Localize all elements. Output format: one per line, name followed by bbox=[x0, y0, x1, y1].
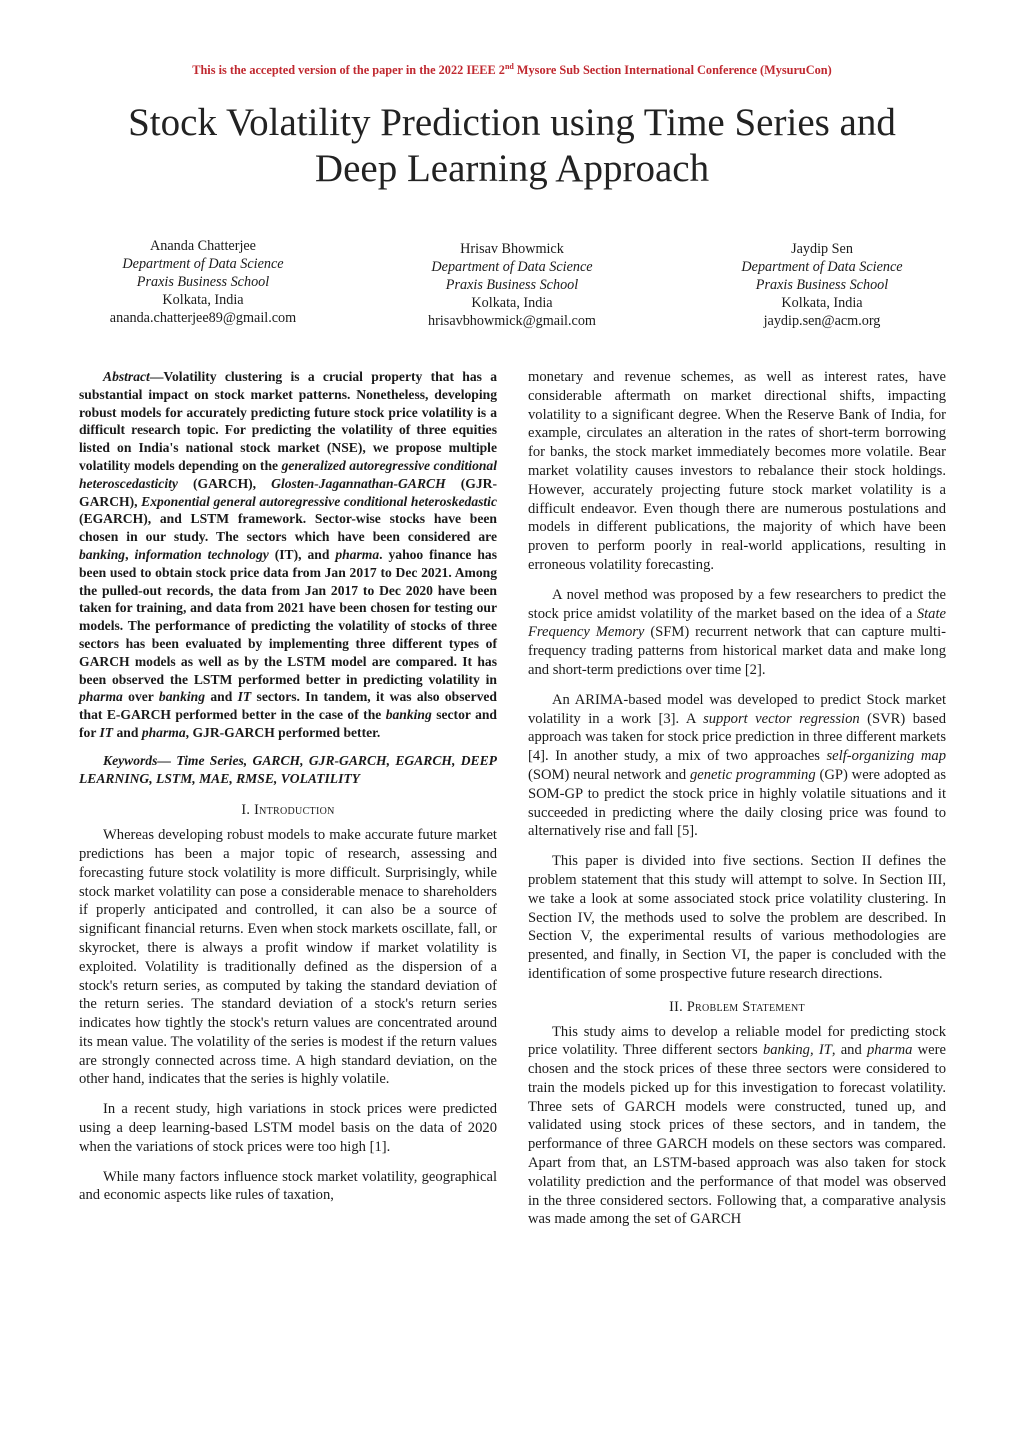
keywords: Keywords— Time Series, GARCH, GJR-GARCH, EGARCH, DEEP LEARNING, LSTM, MAE, RMSE, VOLATILITY bbox=[79, 752, 497, 786]
author-email: jaydip.sen@acm.org bbox=[763, 313, 881, 329]
banner-superscript: nd bbox=[504, 62, 514, 71]
abstract-term: banking bbox=[385, 707, 432, 723]
paragraph-text: (SVR) based approach was taken for stock price prediction in three different markets [4]. In another study, a mix of two approaches bbox=[528, 710, 946, 765]
author-school: Praxis Business School bbox=[445, 277, 579, 293]
author-location: Kolkata, India bbox=[781, 295, 863, 311]
intro-paragraph bbox=[528, 586, 946, 680]
section-heading-problem-statement bbox=[528, 998, 946, 1017]
title-line-1: Stock Volatility Prediction using Time Series and bbox=[128, 101, 896, 144]
abstract-text: sectors. In tandem, it was also observed that E-GARCH performed better in the case of the bbox=[79, 689, 497, 723]
abstract-text: sector and for bbox=[79, 707, 497, 740]
paragraph-text: (SOM) neural network and bbox=[528, 766, 690, 783]
intro-paragraph: This paper is divided into five sections. Section II defines the problem statement that this study will attempt to solve. In Section III, we take a look at some associated stock price volatility clustering. In Section IV, the methods used to solve the problem are described. In Section V, the experimental results of various methodologies are presented, and finally, in Section VI, the paper is concluded with the identification of some prospective future research directions. bbox=[528, 853, 946, 982]
author-school: Praxis Business School bbox=[755, 277, 889, 293]
author-email: hrisavbhowmick@gmail.com bbox=[428, 313, 596, 329]
intro-paragraph bbox=[528, 691, 946, 841]
paragraph-text: , and bbox=[831, 1042, 867, 1059]
paragraph-term: banking, IT bbox=[762, 1042, 832, 1059]
section-number: II. bbox=[669, 998, 683, 1015]
paragraph-text: A novel method was proposed by a few researchers to predict the stock price amidst volatility of the market based on the idea of a bbox=[528, 586, 946, 622]
paragraph-text: (SFM) recurrent network that can capture multi-frequency trading patterns from historical market data and make long and short-term predictions over time [2]. bbox=[528, 624, 946, 678]
abstract-text: . yahoo finance has been used to obtain stock price data from Jan 2017 to Dec 2021. Among the pulled-out records, the data from Jan 2017 to Dec 2020 have been taken for training, and data from 2021 have been chosen for testing our models. The performance of predicting the volatility of stocks of three sectors has been evaluated by implementing three different types of GARCH models as well as by the LSTM model are compared. It has been observed the LSTM performed better in predicting volatility in bbox=[79, 546, 498, 687]
author-school: Praxis Business School bbox=[136, 274, 270, 290]
author-email: ananda.chatterjee89@gmail.com bbox=[109, 310, 297, 326]
abstract-term: pharma bbox=[79, 689, 123, 705]
author-name: Ananda Chatterjee bbox=[150, 238, 256, 254]
abstract-text: (GJR-GARCH), bbox=[79, 475, 497, 509]
abstract-term: IT bbox=[99, 724, 114, 740]
abstract-text: over bbox=[122, 689, 159, 705]
paragraph-text: were chosen and the stock prices of these three sectors were considered to train the models picked up for this investigation to forecast volatility. Three sets of GARCH models were constructed, tuned up, and validated using stock prices of these sectors, and in tandem, the performance of three GARCH models on these sectors was compared. Apart from that, an LSTM-based approach was also taken for stock volatility prediction and the performance of that model was observed in the three considered sectors. Following that, a comparative analysis was made among the set of GARCH bbox=[528, 1042, 946, 1228]
abstract-text: , bbox=[125, 546, 135, 562]
abstract-text: , GJR-GARCH performed better. bbox=[185, 724, 381, 740]
author-name: Jaydip Sen bbox=[791, 241, 853, 257]
paragraph-text: (GP) were adopted as SOM-GP to predict the stock price in highly volatile situations and it succeeded in predicting where the daily closing price was found to alternatively rise and fall [5]. bbox=[528, 766, 946, 840]
title-line-2: Deep Learning Approach bbox=[314, 147, 710, 190]
abstract-text: (IT), and bbox=[268, 546, 336, 562]
abstract-term: pharma bbox=[335, 546, 380, 562]
abstract-term: banking bbox=[79, 546, 126, 562]
abstract-text: and bbox=[205, 689, 238, 705]
abstract-text: (GARCH), bbox=[177, 475, 272, 491]
author-block bbox=[372, 240, 652, 330]
right-column bbox=[528, 368, 946, 1240]
left-column bbox=[79, 368, 497, 1216]
paragraph-term: self-organizing map bbox=[826, 748, 946, 765]
conference-banner bbox=[0, 62, 1024, 78]
intro-paragraph-continued: monetary and revenue schemes, as well as interest rates, have considerable aftermath on market directional shifts, impacting volatility to a significant degree. When the Reserve Bank of India, for example, circulates an alteration in the rates of short-term borrowing for banks, the stock market immediately becomes more volatile. Bear market volatility causes investors to rebalance their stock holdings. However, accurately projecting future stock market volatility is a difficult endeavor. Even though there are numerous postulations and models in different publications, the majority of which have been proven to perform poorly in real-world applications, resulting in erroneous volatility forecasting. bbox=[528, 369, 946, 573]
abstract-term: banking bbox=[158, 689, 206, 705]
paragraph-term: pharma bbox=[867, 1042, 913, 1059]
abstract-term: Exponential general autoregressive conditional heteroskedastic bbox=[141, 493, 497, 509]
banner-text-end: Mysore Sub Section International Conference (MysuruCon) bbox=[513, 63, 832, 78]
abstract-text: and bbox=[113, 724, 142, 740]
abstract-term: IT bbox=[237, 689, 252, 705]
banner-text: This is the accepted version of the paper in the 2022 IEEE 2 bbox=[192, 63, 505, 78]
paper-title bbox=[60, 100, 964, 192]
abstract-term: generalized autoregressive conditional heteroscedasticity bbox=[79, 457, 497, 491]
abstract-term: Glosten-Jagannathan-GARCH bbox=[271, 475, 446, 491]
paragraph-term: genetic programming bbox=[689, 766, 816, 783]
author-block bbox=[63, 237, 343, 327]
author-location: Kolkata, India bbox=[162, 292, 244, 308]
abstract-term: information technology bbox=[134, 546, 269, 562]
author-department: Department of Data Science bbox=[741, 259, 903, 275]
author-location: Kolkata, India bbox=[471, 295, 553, 311]
intro-paragraph: While many factors influence stock market volatility, geographical and economic aspects like rules of taxation, bbox=[79, 1168, 497, 1204]
paragraph-text: An ARIMA-based model was developed to predict Stock market volatility in a work [3]. A bbox=[528, 691, 946, 727]
section-heading-introduction bbox=[79, 801, 497, 820]
abstract-text: (EGARCH), and LSTM framework. Sector-wise stocks have been chosen in our study. The sectors which have been considered are bbox=[79, 511, 497, 545]
author-block bbox=[682, 240, 962, 330]
abstract-term: pharma bbox=[141, 724, 186, 740]
section-title: Introduction bbox=[254, 802, 335, 819]
abstract bbox=[79, 368, 497, 742]
author-department: Department of Data Science bbox=[122, 256, 284, 272]
paragraph-term: support vector regression bbox=[703, 710, 860, 727]
intro-paragraph: Whereas developing robust models to make accurate future market predictions has been a major topic of research, assessing and forecasting future stock volatility is more difficult. Surprisingly, while stock market volatility can pose a considerable menace to shareholders if properly anticipated and controlled, it can also be a source of significant financial returns. Even when stock markets oscillate, fall, or skyrocket, there is always a profit window if market volatility is exploited. Volatility is traditionally defined as the dispersion of a stock's return series, as computed by taking the standard deviation of the return series. The standard deviation of a stock's return series indicates how tightly the stock's return values are concentrated around its mean value. The volatility of the series is modest if the return values are strongly connected across time. A high standard deviation, on the other hand, indicates that the series is highly volatile. bbox=[79, 827, 497, 1088]
abstract-text: Volatility clustering is a crucial property that has a substantial impact on stock market patterns. Nonetheless, developing robust models for accurately predicting future stock price volatility is a difficult research topic. For predicting the volatility of three equities listed on India's national stock market (NSE), we propose multiple volatility models depending on the bbox=[79, 369, 497, 473]
section-number: I. bbox=[241, 802, 251, 819]
section-title: Problem Statement bbox=[686, 998, 805, 1015]
abstract-label: Abstract bbox=[103, 369, 150, 384]
author-department: Department of Data Science bbox=[431, 259, 593, 275]
problem-paragraph bbox=[528, 1023, 946, 1230]
abstract-dash: — bbox=[149, 369, 164, 384]
paragraph-term: State Frequency Memory bbox=[528, 605, 946, 641]
intro-paragraph: In a recent study, high variations in stock prices were predicted using a deep learning-based LSTM model basis on the data of 2020 when the variations of stock prices were too high [1]. bbox=[79, 1101, 497, 1155]
paragraph-text: This study aims to develop a reliable model for predicting stock price volatility. Three different sectors bbox=[528, 1023, 946, 1059]
author-name: Hrisav Bhowmick bbox=[460, 241, 564, 257]
